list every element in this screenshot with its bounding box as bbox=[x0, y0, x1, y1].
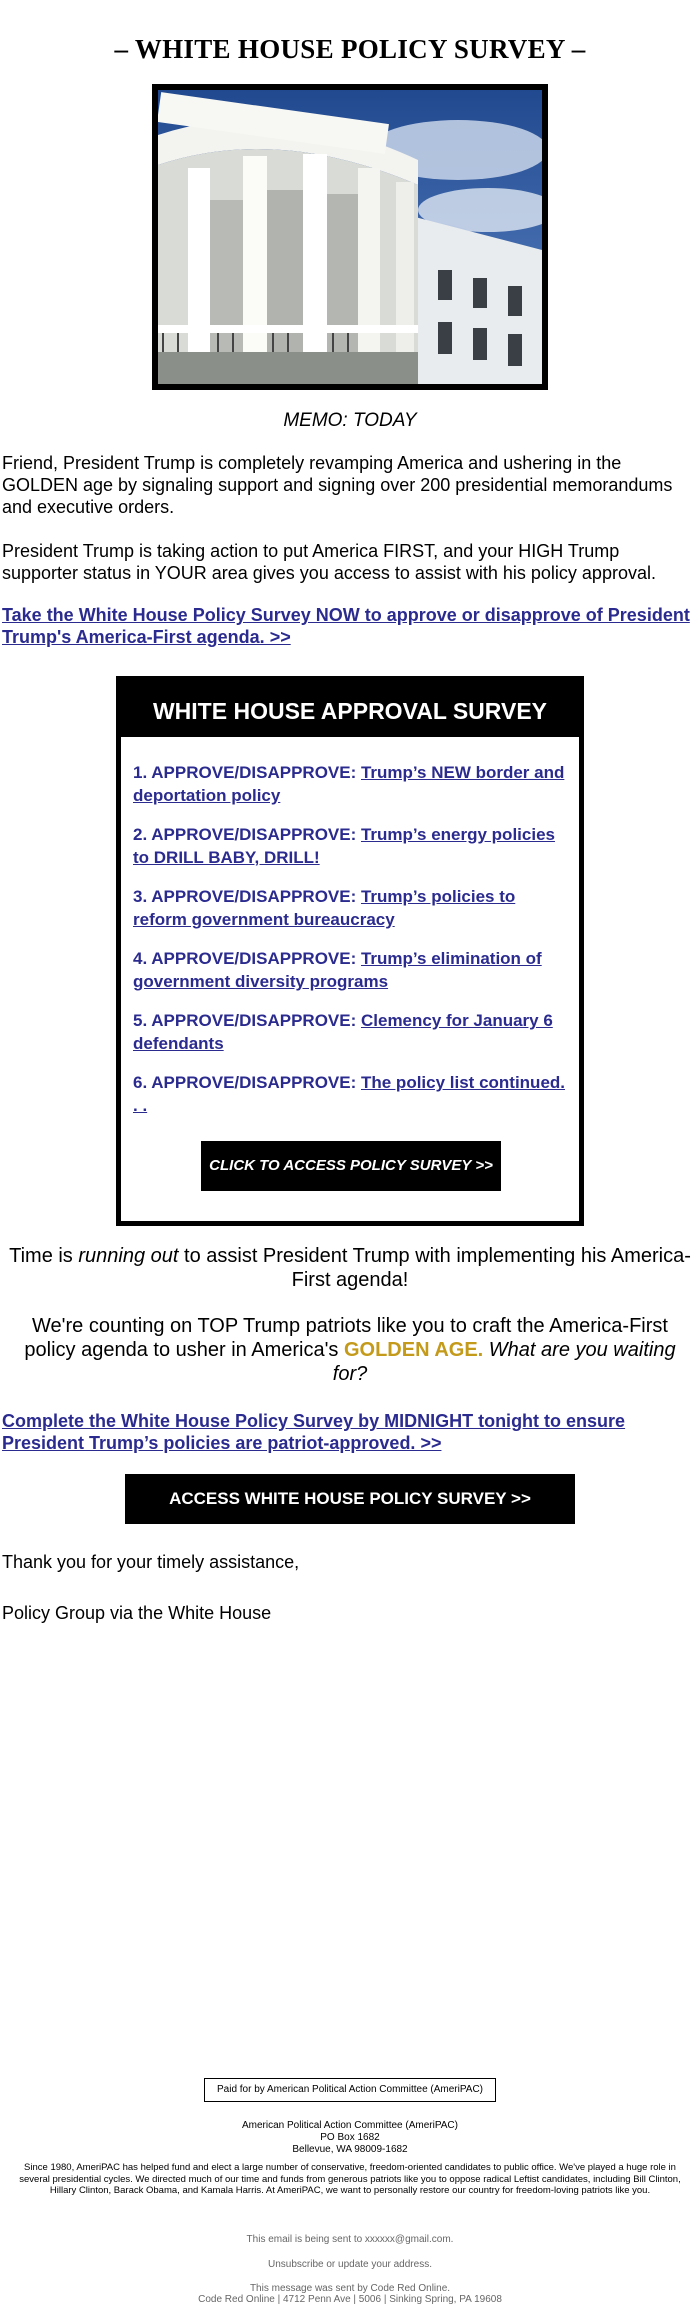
time-running-out-text bbox=[0, 1244, 700, 1292]
survey-now-link[interactable]: Take the White House Policy Survey NOW to approve or disapprove of President Trump's America-First agenda. >> bbox=[2, 605, 690, 647]
survey-item-link[interactable]: Trump’s policies to reform government bureaucracy bbox=[133, 887, 516, 929]
survey-heading: WHITE HOUSE APPROVAL SURVEY bbox=[121, 681, 579, 737]
survey-item-prefix: 1. APPROVE/DISAPPROVE: bbox=[133, 763, 361, 782]
survey-item-link[interactable]: Trump’s NEW border and deportation policy bbox=[133, 763, 565, 805]
survey-item bbox=[133, 823, 569, 869]
signature-text: Policy Group via the White House bbox=[2, 1603, 272, 1623]
counting-text-start: We're counting on TOP Trump patriots like you to craft the America-First policy agenda to usher in America's bbox=[24, 1315, 668, 1361]
survey-item bbox=[133, 885, 569, 931]
sent-to-text: This email is being sent to xxxxxx@gmail.com. bbox=[246, 2234, 454, 2245]
survey-item-link[interactable]: Trump’s elimination of government diversity programs bbox=[133, 949, 542, 991]
survey-item-prefix: 6. APPROVE/DISAPPROVE: bbox=[133, 1073, 361, 1092]
thanks-text: Thank you for your timely assistance, bbox=[2, 1552, 300, 1572]
access-policy-survey-button[interactable]: CLICK TO ACCESS POLICY SURVEY >> bbox=[201, 1141, 501, 1191]
time-text-start: Time is bbox=[9, 1245, 79, 1267]
white-house-image[interactable] bbox=[152, 84, 548, 390]
sender-address: Code Red Online | 4712 Penn Ave | 5006 | Sinking Spring, PA 19608 bbox=[198, 2294, 502, 2305]
survey-item-link[interactable]: Clemency for January 6 defendants bbox=[133, 1011, 553, 1053]
survey-item bbox=[133, 761, 569, 807]
survey-item bbox=[133, 947, 569, 993]
golden-age-text: GOLDEN AGE. bbox=[343, 1339, 484, 1361]
time-text-end: to assist President Trump with implementing his America-First agenda! bbox=[178, 1245, 691, 1291]
survey-item bbox=[133, 1071, 569, 1117]
disclaimer-text: Since 1980, AmeriPAC has helped fund and elect a large number of conservative, freedom-oriented candidates to public office. We've played a huge role in several presidential cycles. We directed much of our time and funds from generous patriots like you to oppose radical Leftist candidates, including Bill Clinton, Hillary Clinton, Barack Obama, and Kamala Harris. At AmeriPAC, we want to personally restore our country for freedom-loving patriots like you. bbox=[19, 2162, 681, 2196]
approval-survey-box bbox=[116, 676, 584, 1226]
counting-text-end: What are you waiting for? bbox=[332, 1339, 676, 1385]
sent-by-text: This message was sent by Code Red Online. bbox=[249, 2283, 451, 2294]
counting-on-text bbox=[0, 1314, 700, 1386]
supporter-paragraph: President Trump is taking action to put America FIRST, and your HIGH Trump supporter status in YOUR area gives you access to assist with his policy approval. bbox=[2, 541, 656, 583]
mailing-address bbox=[0, 2120, 700, 2156]
survey-item-prefix: 4. APPROVE/DISAPPROVE: bbox=[133, 949, 361, 968]
memo-label: MEMO: TODAY bbox=[283, 410, 417, 431]
survey-item-prefix: 3. APPROVE/DISAPPROVE: bbox=[133, 887, 361, 906]
address-line-3: Bellevue, WA 98009-1682 bbox=[292, 2144, 408, 2155]
survey-item-link[interactable]: The policy list continued. . . bbox=[133, 1073, 566, 1115]
address-line-1: American Political Action Committee (AmeriPAC) bbox=[242, 2120, 458, 2131]
intro-paragraph: Friend, President Trump is completely revamping America and ushering in the GOLDEN age by signaling support and signing over 200 presidential memorandums and executive orders. bbox=[2, 453, 673, 517]
survey-item-prefix: 2. APPROVE/DISAPPROVE: bbox=[133, 825, 361, 844]
unsubscribe-link[interactable]: Unsubscribe or update your address. bbox=[268, 2259, 432, 2270]
address-line-2: PO Box 1682 bbox=[320, 2132, 380, 2143]
complete-survey-link[interactable]: Complete the White House Policy Survey by MIDNIGHT tonight to ensure President Trump’s policies are patriot-approved. >> bbox=[2, 1411, 626, 1453]
survey-item-link[interactable]: Trump’s energy policies to DRILL BABY, DRILL! bbox=[133, 825, 555, 867]
white-house-illustration bbox=[158, 90, 542, 384]
access-white-house-survey-button[interactable]: ACCESS WHITE HOUSE POLICY SURVEY >> bbox=[125, 1474, 575, 1524]
paid-for-by-box: Paid for by American Political Action Committee (AmeriPAC) bbox=[204, 2078, 496, 2102]
page-title: – WHITE HOUSE POLICY SURVEY – bbox=[114, 34, 586, 64]
survey-item bbox=[133, 1009, 569, 1055]
survey-item-prefix: 5. APPROVE/DISAPPROVE: bbox=[133, 1011, 361, 1030]
time-text-emphasis: running out bbox=[78, 1245, 179, 1267]
